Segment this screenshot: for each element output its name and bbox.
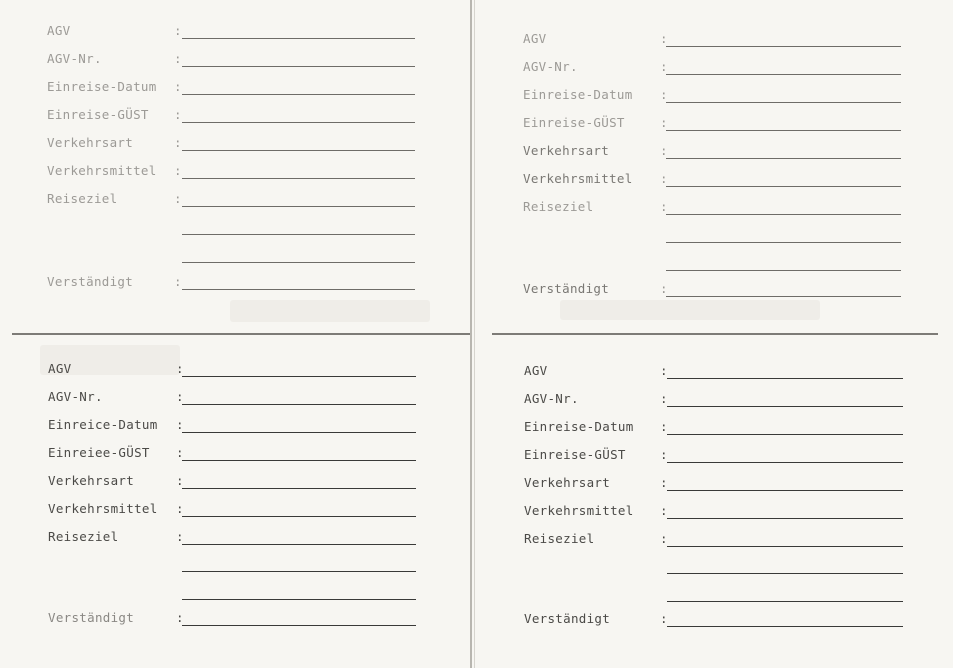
fold-line-vertical-shadow bbox=[474, 0, 475, 668]
field-line-reiseziel[interactable] bbox=[666, 214, 901, 215]
field-label-einreise-datum: Einreise-Datum bbox=[524, 419, 634, 434]
field-line-verkehrsmittel[interactable] bbox=[667, 518, 903, 519]
field-label-verkehrsart: Verkehrsart bbox=[48, 473, 135, 488]
fold-line-vertical bbox=[470, 0, 472, 668]
field-colon: : bbox=[174, 107, 182, 122]
field-colon: : bbox=[660, 503, 668, 518]
field-colon: : bbox=[174, 79, 182, 94]
field-line-agv-nr[interactable] bbox=[182, 66, 415, 67]
field-line-reiseziel[interactable] bbox=[667, 546, 903, 547]
field-colon: : bbox=[660, 31, 668, 46]
field-label-agv: AGV bbox=[523, 31, 547, 46]
field-colon: : bbox=[660, 171, 668, 186]
field-label-agv: AGV bbox=[47, 23, 71, 38]
field-colon: : bbox=[660, 391, 668, 406]
field-label-verkehrsart: Verkehrsart bbox=[524, 475, 611, 490]
field-line-einreise-datum[interactable] bbox=[182, 432, 416, 433]
field-label-agv-nr: AGV-Nr. bbox=[524, 391, 579, 406]
field-label-einreise-guest: Einreise-GÜST bbox=[524, 447, 626, 462]
field-line-einreise-guest[interactable] bbox=[667, 462, 903, 463]
field-colon: : bbox=[660, 611, 668, 626]
field-line-verkehrsmittel[interactable] bbox=[182, 516, 416, 517]
field-colon: : bbox=[660, 143, 668, 158]
field-line-verkehrsart[interactable] bbox=[667, 490, 903, 491]
field-label-agv: AGV bbox=[48, 361, 72, 376]
card-top-left bbox=[47, 23, 427, 303]
field-line-reiseziel-extra[interactable] bbox=[182, 262, 415, 263]
field-colon: : bbox=[176, 417, 184, 432]
cut-line-right bbox=[492, 333, 938, 335]
field-line-verstaendigt[interactable] bbox=[182, 625, 416, 626]
field-colon: : bbox=[660, 475, 668, 490]
field-line-agv[interactable] bbox=[666, 46, 901, 47]
field-colon: : bbox=[660, 199, 668, 214]
field-label-einreise-guest: Einreise-GÜST bbox=[523, 115, 625, 130]
field-line-einreise-guest[interactable] bbox=[666, 130, 901, 131]
field-label-agv: AGV bbox=[524, 363, 548, 378]
field-line-reiseziel-extra[interactable] bbox=[182, 571, 416, 572]
field-label-verstaendigt: Verständigt bbox=[47, 274, 134, 289]
field-line-reiseziel-extra[interactable] bbox=[182, 599, 416, 600]
field-label-verkehrsmittel: Verkehrsmittel bbox=[523, 171, 633, 186]
field-line-einreise-guest[interactable] bbox=[182, 460, 416, 461]
field-colon: : bbox=[660, 87, 668, 102]
field-colon: : bbox=[660, 531, 668, 546]
field-label-reiseziel: Reiseziel bbox=[524, 531, 595, 546]
field-colon: : bbox=[176, 473, 184, 488]
field-colon: : bbox=[660, 59, 668, 74]
field-label-einreise-guest: Einreiee-GÜST bbox=[48, 445, 150, 460]
field-label-reiseziel: Reiseziel bbox=[47, 191, 118, 206]
field-line-einreise-datum[interactable] bbox=[667, 434, 903, 435]
field-label-verstaendigt: Verständigt bbox=[523, 281, 610, 296]
field-label-einreise-guest: Einreise-GÜST bbox=[47, 107, 149, 122]
field-line-einreise-datum[interactable] bbox=[666, 102, 901, 103]
field-label-verkehrsmittel: Verkehrsmittel bbox=[48, 501, 158, 516]
field-label-agv-nr: AGV-Nr. bbox=[48, 389, 103, 404]
field-colon: : bbox=[174, 274, 182, 289]
field-label-verkehrsmittel: Verkehrsmittel bbox=[524, 503, 634, 518]
field-colon: : bbox=[176, 501, 184, 516]
field-line-agv[interactable] bbox=[182, 376, 416, 377]
field-line-verkehrsart[interactable] bbox=[666, 158, 901, 159]
card-top-right bbox=[523, 31, 913, 311]
field-colon: : bbox=[176, 361, 184, 376]
field-colon: : bbox=[176, 389, 184, 404]
field-line-verkehrsmittel[interactable] bbox=[182, 178, 415, 179]
field-label-verkehrsart: Verkehrsart bbox=[523, 143, 610, 158]
field-line-einreise-datum[interactable] bbox=[182, 94, 415, 95]
field-label-einreise-datum: Einreise-Datum bbox=[47, 79, 157, 94]
field-label-verkehrsmittel: Verkehrsmittel bbox=[47, 163, 157, 178]
field-line-verstaendigt[interactable] bbox=[667, 626, 903, 627]
field-line-reiseziel-extra[interactable] bbox=[667, 601, 903, 602]
field-colon: : bbox=[176, 529, 184, 544]
field-label-agv-nr: AGV-Nr. bbox=[523, 59, 578, 74]
field-label-agv-nr: AGV-Nr. bbox=[47, 51, 102, 66]
field-label-einreise-datum: Einreise-Datum bbox=[523, 87, 633, 102]
field-colon: : bbox=[660, 363, 668, 378]
field-label-verstaendigt: Verständigt bbox=[48, 610, 135, 625]
field-colon: : bbox=[660, 419, 668, 434]
field-colon: : bbox=[174, 163, 182, 178]
field-colon: : bbox=[660, 281, 668, 296]
cut-line-left bbox=[12, 333, 470, 335]
field-line-verstaendigt[interactable] bbox=[666, 296, 901, 297]
field-colon: : bbox=[660, 447, 668, 462]
field-line-verkehrsmittel[interactable] bbox=[666, 186, 901, 187]
field-colon: : bbox=[176, 445, 184, 460]
field-label-einreise-datum: Einreice-Datum bbox=[48, 417, 158, 432]
field-line-reiseziel-extra[interactable] bbox=[666, 270, 901, 271]
field-colon: : bbox=[174, 135, 182, 150]
field-colon: : bbox=[174, 191, 182, 206]
card-bottom-left bbox=[48, 361, 428, 641]
field-line-agv[interactable] bbox=[182, 38, 415, 39]
field-line-verkehrsart[interactable] bbox=[182, 488, 416, 489]
field-line-verstaendigt[interactable] bbox=[182, 289, 415, 290]
field-line-reiseziel-extra[interactable] bbox=[667, 573, 903, 574]
field-line-reiseziel-extra[interactable] bbox=[182, 234, 415, 235]
field-line-agv-nr[interactable] bbox=[182, 404, 416, 405]
field-colon: : bbox=[176, 610, 184, 625]
field-label-verstaendigt: Verständigt bbox=[524, 611, 611, 626]
field-line-einreise-guest[interactable] bbox=[182, 122, 415, 123]
field-line-agv-nr[interactable] bbox=[667, 406, 903, 407]
field-colon: : bbox=[660, 115, 668, 130]
field-label-verkehrsart: Verkehrsart bbox=[47, 135, 134, 150]
field-line-reiseziel[interactable] bbox=[182, 544, 416, 545]
card-bottom-right bbox=[524, 363, 914, 643]
field-label-reiseziel: Reiseziel bbox=[48, 529, 119, 544]
field-line-reiseziel-extra[interactable] bbox=[666, 242, 901, 243]
field-line-agv[interactable] bbox=[667, 378, 903, 379]
field-label-reiseziel: Reiseziel bbox=[523, 199, 594, 214]
field-line-verkehrsart[interactable] bbox=[182, 150, 415, 151]
field-line-agv-nr[interactable] bbox=[666, 74, 901, 75]
paper-smudge bbox=[230, 300, 430, 322]
field-line-reiseziel[interactable] bbox=[182, 206, 415, 207]
field-colon: : bbox=[174, 51, 182, 66]
field-colon: : bbox=[174, 23, 182, 38]
